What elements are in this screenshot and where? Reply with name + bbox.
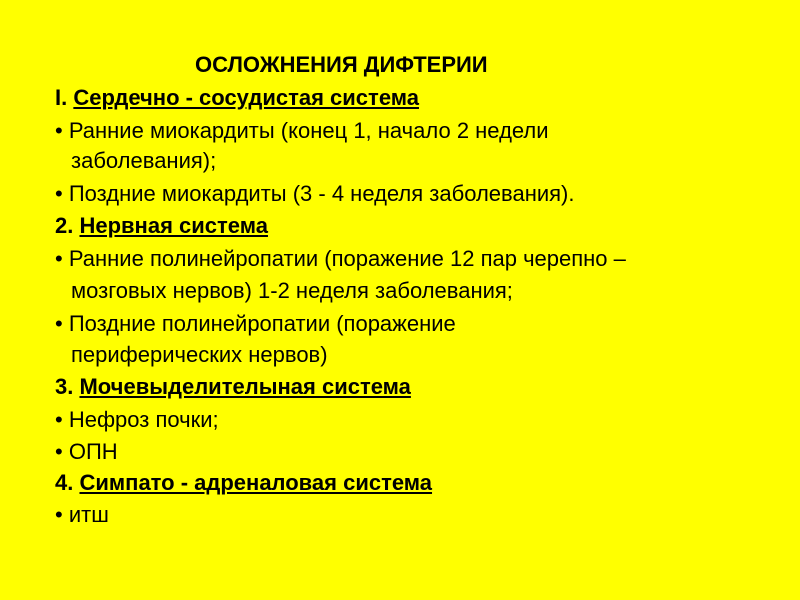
bullet-marker: •: [55, 407, 69, 432]
section-title: Мочевыделителыная система: [79, 374, 411, 399]
bullet-continuation: периферических нервов): [71, 342, 328, 367]
bullet-text: итш: [68, 502, 109, 527]
bullet-marker: •: [55, 246, 69, 271]
section-number: 2.: [55, 213, 80, 238]
bullet-marker: •: [55, 311, 69, 336]
section-title: Сердечно - сосудистая система: [73, 85, 419, 110]
bullet-text: Ранние миокардиты (конец 1, начало 2 недели: [68, 118, 549, 143]
bullet-item: [55, 309, 456, 339]
section-heading: [55, 372, 411, 402]
bullet-marker: •: [55, 439, 69, 464]
bullet-continuation: мозговых нервов) 1-2 неделя заболевания;: [71, 278, 513, 303]
bullet-item: [55, 405, 219, 435]
bullet-text: Поздние полинейропатии (поражение: [68, 311, 456, 336]
bullet-marker: •: [55, 181, 69, 206]
bullet-marker: •: [55, 118, 69, 143]
bullet-item: [55, 116, 549, 146]
bullet-item: [55, 179, 574, 209]
section-number: 3.: [55, 374, 80, 399]
bullet-text: Поздние миокардиты (3 - 4 неделя заболевания).: [68, 181, 575, 206]
section-heading: [55, 83, 419, 113]
bullet-text: Ранние полинейропатии (поражение 12 пар черепно –: [68, 246, 626, 271]
bullet-item: [55, 500, 109, 530]
section-title: Симпато - адреналовая система: [79, 470, 433, 495]
bullet-text: Нефроз почки;: [68, 407, 219, 432]
bullet-marker: •: [55, 502, 69, 527]
bullet-continuation: заболевания);: [71, 148, 217, 173]
section-title: Нервная система: [79, 213, 268, 238]
section-number: 4.: [55, 470, 80, 495]
section-heading: [55, 468, 432, 498]
bullet-item: [55, 244, 626, 274]
section-heading: [55, 211, 268, 241]
section-number: I.: [55, 85, 74, 110]
slide-title: ОСЛОЖНЕНИЯ ДИФТЕРИИ: [195, 52, 488, 77]
bullet-text: ОПН: [68, 439, 118, 464]
bullet-item: [55, 437, 118, 467]
